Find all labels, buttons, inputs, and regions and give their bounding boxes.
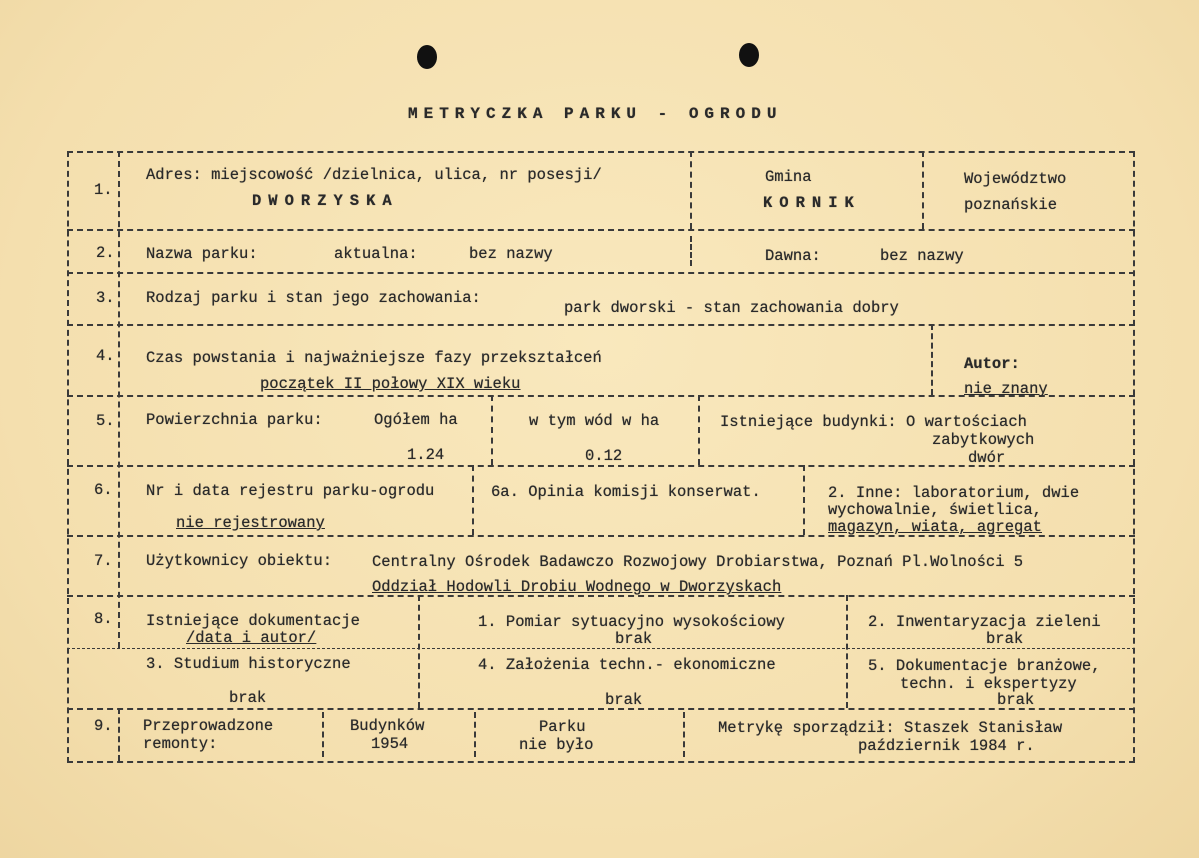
park-type-label: Rodzaj parku i stan jego zachowania:	[146, 289, 481, 307]
row-number: 4.	[96, 347, 115, 365]
cell-divider	[846, 595, 848, 708]
row-divider	[67, 648, 1135, 649]
park-name-label: Nazwa parku:	[146, 245, 258, 263]
buildings-line1: Istniejące budynki: O wartościach	[720, 413, 1027, 431]
docs-line2: /data i autor/	[186, 629, 317, 647]
table-border-right	[1133, 151, 1135, 763]
other-line3: magazyn, wiata, agregat	[828, 518, 1042, 536]
gmina-label: Gmina	[765, 168, 812, 186]
park-repair-label: Parku	[539, 718, 586, 736]
address-label: Adres: miejscowość /dzielnica, ulica, nr posesji/	[146, 166, 602, 184]
users-line1: Centralny Ośrodek Badawczo Rozwojowy Drobiarstwa, Poznań Pl.Wolności 5	[372, 553, 1024, 571]
row-divider	[67, 708, 1135, 710]
branch-value: brak	[997, 691, 1035, 709]
current-name-label: aktualna:	[334, 245, 418, 263]
cell-divider	[690, 151, 692, 229]
punch-hole	[417, 45, 437, 69]
opinion-label: 6a. Opinia komisji konserwat.	[491, 483, 761, 501]
number-column-divider	[118, 151, 120, 648]
history-value: brak	[229, 689, 267, 707]
voivodeship-label: Województwo	[964, 170, 1067, 188]
row-divider	[67, 324, 1135, 326]
docs-line1: Istniejące dokumentacje	[146, 612, 360, 630]
cell-divider	[690, 236, 692, 266]
prepared-by: Metrykę sporządził: Staszek Stanisław	[718, 719, 1063, 737]
survey-value: brak	[615, 630, 653, 648]
area-label: Powierzchnia parku:	[146, 411, 323, 429]
buildings-repair-value: 1954	[371, 735, 409, 753]
branch-line1: 5. Dokumentacje branżowe,	[868, 657, 1101, 675]
buildings-repair-label: Budynków	[350, 717, 425, 735]
cell-divider	[472, 465, 474, 535]
current-name-value: bez nazwy	[469, 245, 553, 263]
prepared-date: październik 1984 r.	[858, 737, 1035, 755]
greenery-value: brak	[986, 630, 1024, 648]
tech-econ-label: 4. Założenia techn.- ekonomiczne	[478, 656, 776, 674]
cell-divider	[322, 712, 324, 757]
other-line1: 2. Inne: laboratorium, dwie	[828, 484, 1080, 502]
voivodeship-value: poznańskie	[964, 196, 1058, 214]
author-value: nie znany	[964, 380, 1048, 398]
branch-line2: techn. i ekspertyzy	[900, 675, 1077, 693]
punch-hole	[739, 43, 759, 67]
document-title: METRYCZKA PARKU - OGRODU	[408, 105, 783, 123]
other-line2: wychowalnie, świetlica,	[828, 501, 1042, 519]
cell-divider	[683, 712, 685, 757]
row-number: 1.	[94, 181, 113, 199]
users-label: Użytkownicy obiektu:	[146, 552, 333, 570]
author-label: Autor:	[964, 355, 1020, 373]
total-area-value: 1.24	[407, 446, 445, 464]
row-number: 5.	[96, 412, 115, 430]
buildings-line2: zabytkowych	[932, 431, 1035, 449]
origin-value: początek II połowy XIX wieku	[260, 375, 521, 393]
former-name-label: Dawna:	[765, 247, 821, 265]
row-number: 7.	[94, 552, 113, 570]
row-number: 3.	[96, 289, 115, 307]
cell-divider	[803, 465, 805, 535]
row-number: 6.	[94, 481, 113, 499]
row-number: 9.	[94, 717, 113, 735]
register-label: Nr i data rejestru parku-ogrodu	[146, 482, 435, 500]
park-type-value: park dworski - stan zachowania dobry	[564, 299, 899, 317]
cell-divider	[931, 324, 933, 395]
buildings-line3: dwór	[968, 449, 1006, 467]
repairs-line1: Przeprowadzone	[143, 717, 274, 735]
cell-divider	[698, 395, 700, 465]
total-area-label: Ogółem ha	[374, 411, 458, 429]
row-number: 8.	[94, 610, 113, 628]
tech-econ-value: brak	[605, 691, 643, 709]
greenery-label: 2. Inwentaryzacja zieleni	[868, 613, 1101, 631]
cell-divider	[922, 151, 924, 229]
park-repair-value: nie było	[519, 736, 594, 754]
repairs-line2: remonty:	[143, 735, 218, 753]
former-name-value: bez nazwy	[880, 247, 964, 265]
row-number: 2.	[96, 244, 115, 262]
table-border-left	[67, 151, 69, 763]
table-border-bottom	[67, 761, 1135, 763]
survey-label: 1. Pomiar sytuacyjno wysokościowy	[478, 613, 785, 631]
row-divider	[67, 272, 1135, 274]
gmina-value: KORNIK	[763, 194, 861, 212]
number-column-divider	[118, 708, 120, 761]
history-label: 3. Studium historyczne	[146, 655, 351, 673]
cell-divider	[491, 395, 493, 465]
register-value: nie rejestrowany	[176, 514, 325, 532]
table-border-top	[67, 151, 1135, 153]
water-area-value: 0.12	[585, 447, 623, 465]
cell-divider	[474, 712, 476, 757]
water-area-label: w tym wód w ha	[529, 412, 660, 430]
origin-label: Czas powstania i najważniejsze fazy przekształceń	[146, 349, 602, 367]
row-divider	[67, 229, 1135, 231]
cell-divider	[418, 595, 420, 708]
users-line2: Oddział Hodowli Drobiu Wodnego w Dworzyskach	[372, 578, 782, 596]
address-value: DWORZYSKA	[252, 192, 399, 210]
